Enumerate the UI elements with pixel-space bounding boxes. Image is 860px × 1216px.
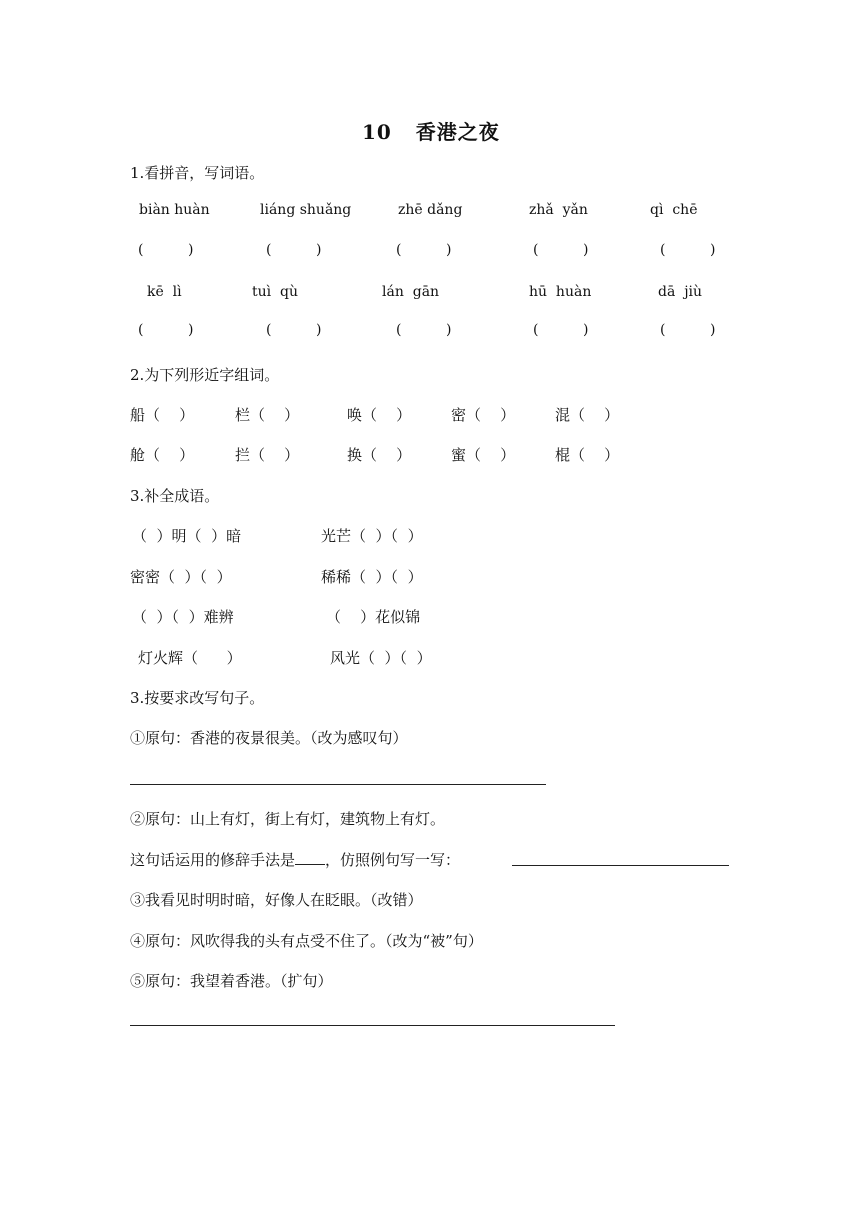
answer-blank[interactable]: ( ): [533, 242, 589, 258]
q2-heading: 2.为下列形近字组词。: [130, 366, 280, 384]
answer-blank[interactable]: ( ): [660, 322, 716, 338]
char-pair-item[interactable]: 栏（ ）: [235, 406, 300, 424]
pinyin-6: kē lì: [147, 284, 182, 300]
idiom-item[interactable]: 灯火辉（ ）: [138, 649, 242, 667]
sentence-5: ⑤原句：我望着香港。（扩句）: [130, 972, 333, 990]
char-pair-item[interactable]: 密（ ）: [451, 406, 516, 424]
sentence-2: ②原句：山上有灯，街上有灯，建筑物上有灯。: [130, 810, 446, 828]
pinyin-8: lán gān: [382, 284, 440, 300]
idiom-item[interactable]: 密密（ ）（ ）: [130, 568, 232, 586]
idiom-item[interactable]: 风光（ ）（ ）: [330, 649, 432, 667]
answer-blank[interactable]: ( ): [138, 322, 194, 338]
char-pair-item[interactable]: 拦（ ）: [235, 446, 300, 464]
pinyin-9: hū huàn: [529, 284, 592, 300]
sentence-2-task-pre: 这句话运用的修辞手法是: [130, 851, 296, 869]
sentence-2-task-mid: ，仿照例句写一写：: [325, 851, 461, 869]
answer-blank[interactable]: ( ): [266, 322, 322, 338]
pinyin-2: liáng shuǎng: [260, 202, 352, 218]
rhetoric-blank[interactable]: [295, 864, 325, 865]
answer-line-2[interactable]: [512, 865, 729, 866]
sentence-1: ①原句：香港的夜景很美。（改为感叹句）: [130, 729, 408, 747]
sentence-2-task: [130, 849, 460, 870]
pinyin-10: dā jiù: [658, 284, 703, 300]
pinyin-4: zhǎ yǎn: [529, 202, 588, 218]
char-pair-item[interactable]: 舱（ ）: [130, 446, 195, 464]
answer-blank[interactable]: ( ): [138, 242, 194, 258]
sentence-3: ③我看见时明时暗，好像人在眨眼。（改错）: [130, 891, 423, 909]
answer-blank[interactable]: ( ): [266, 242, 322, 258]
page-title: 10 香港之夜: [362, 120, 500, 144]
pinyin-5: qì chē: [650, 202, 698, 218]
q1-heading: 1.看拼音，写词语。: [130, 164, 265, 182]
answer-blank[interactable]: ( ): [396, 322, 452, 338]
idiom-item[interactable]: 光芒（ ）（ ）: [321, 527, 423, 545]
char-pair-item[interactable]: 棍（ ）: [555, 446, 620, 464]
idiom-item[interactable]: （ ）（ ）难辨: [132, 608, 234, 626]
q4-heading: 3.按要求改写句子。: [130, 689, 265, 707]
pinyin-1: biàn huàn: [139, 202, 210, 218]
q3-heading: 3.补全成语。: [130, 487, 220, 505]
char-pair-item[interactable]: 船（ ）: [130, 406, 195, 424]
answer-line-1[interactable]: [130, 784, 546, 785]
char-pair-item[interactable]: 换（ ）: [347, 446, 412, 464]
answer-line-5[interactable]: [130, 1025, 615, 1026]
char-pair-item[interactable]: 混（ ）: [555, 406, 620, 424]
sentence-4: ④原句：风吹得我的头有点受不住了。（改为“被”句）: [130, 932, 483, 950]
idiom-item[interactable]: （ ）花似锦: [326, 608, 421, 626]
pinyin-7: tuì qù: [252, 284, 298, 300]
idiom-item[interactable]: 稀稀（ ）（ ）: [321, 568, 423, 586]
char-pair-item[interactable]: 蜜（ ）: [451, 446, 516, 464]
char-pair-item[interactable]: 唤（ ）: [347, 406, 412, 424]
answer-blank[interactable]: ( ): [396, 242, 452, 258]
answer-blank[interactable]: ( ): [660, 242, 716, 258]
idiom-item[interactable]: （ ）明（ ）暗: [132, 527, 242, 545]
pinyin-3: zhē dǎng: [398, 202, 463, 218]
answer-blank[interactable]: ( ): [533, 322, 589, 338]
